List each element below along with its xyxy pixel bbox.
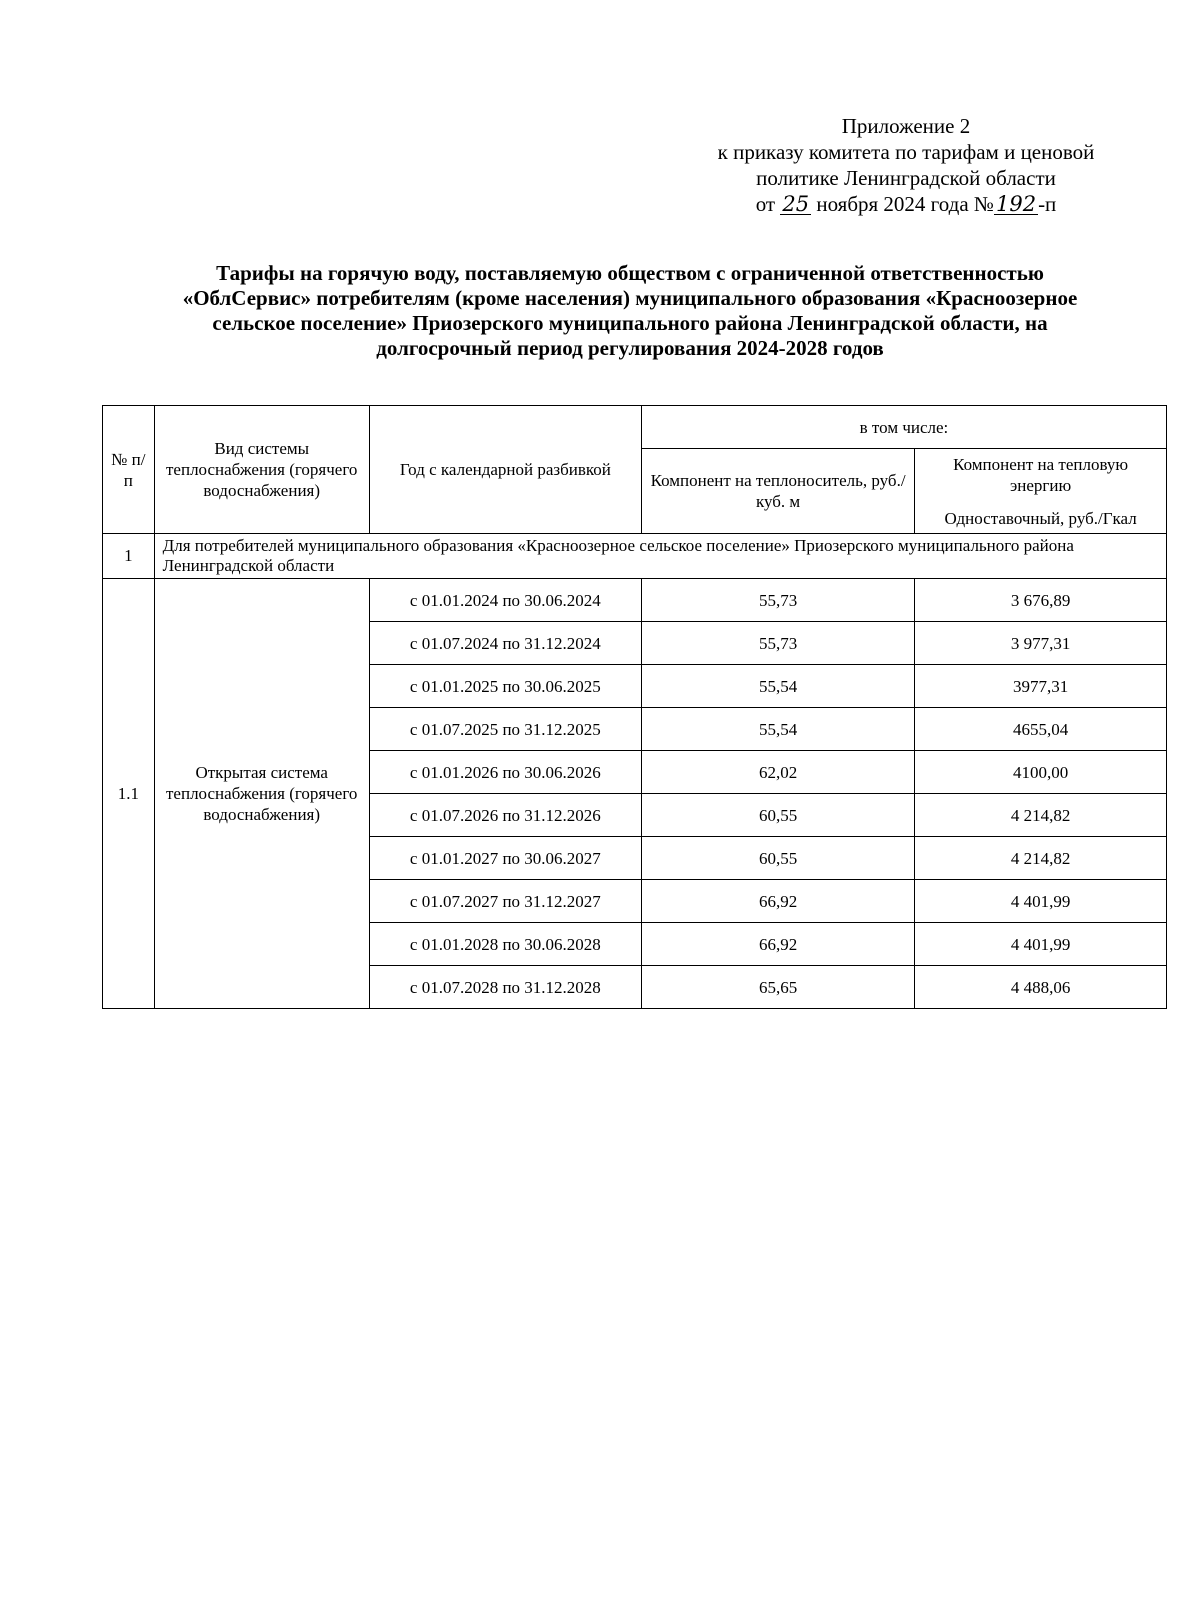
energy-tariff-cell: 4 401,99 (915, 923, 1167, 966)
period-cell: с 01.01.2026 по 30.06.2026 (369, 751, 641, 794)
period-cell: с 01.07.2025 по 31.12.2025 (369, 708, 641, 751)
handwritten-day: 25 (782, 192, 810, 216)
header-carrier: Компонент на теплоноситель, руб./куб. м (641, 449, 914, 534)
period-cell: с 01.01.2024 по 30.06.2024 (369, 579, 641, 622)
carrier-tariff-cell: 66,92 (641, 880, 914, 923)
title-line-3: сельское поселение» Приозерского муниципального района Ленинградской области, на (212, 311, 1048, 335)
header-system: Вид системы теплоснабжения (горячего водоснабжения) (154, 406, 369, 534)
energy-tariff-cell: 4655,04 (915, 708, 1167, 751)
order-date-line (690, 191, 1122, 217)
table-header-row (103, 406, 1167, 449)
carrier-tariff-cell: 60,55 (641, 837, 914, 880)
header-energy (915, 449, 1167, 534)
energy-tariff-cell: 4 488,06 (915, 966, 1167, 1009)
carrier-tariff-cell: 65,65 (641, 966, 914, 1009)
handwritten-order-number: 192 (995, 192, 1037, 216)
energy-tariff-cell: 4 214,82 (915, 794, 1167, 837)
date-prefix: от (755, 192, 776, 216)
period-cell: с 01.07.2028 по 31.12.2028 (369, 966, 641, 1009)
appendix-label: Приложение 2 (841, 114, 971, 138)
energy-tariff-cell: 3 676,89 (915, 579, 1167, 622)
group-row (103, 534, 1167, 579)
tariff-table (102, 405, 1167, 1009)
header-period: Год с календарной разбивкой (369, 406, 641, 534)
carrier-tariff-cell: 60,55 (641, 794, 914, 837)
committee-name: политике Ленинградской области (756, 166, 1056, 190)
period-cell: с 01.01.2025 по 30.06.2025 (369, 665, 641, 708)
carrier-tariff-cell: 66,92 (641, 923, 914, 966)
carrier-tariff-cell: 55,54 (641, 665, 914, 708)
energy-tariff-cell: 3 977,31 (915, 622, 1167, 665)
table-row (103, 579, 1167, 622)
energy-tariff-cell: 3977,31 (915, 665, 1167, 708)
energy-tariff-cell: 4 214,82 (915, 837, 1167, 880)
date-middle: ноября 2024 года № (816, 192, 994, 216)
title-line-1: Тарифы на горячую воду, поставляемую обществом с ограниченной ответственностью (216, 261, 1044, 285)
period-cell: с 01.07.2026 по 31.12.2026 (369, 794, 641, 837)
appendix-header (690, 113, 1122, 217)
title-line-2: «ОблСервис» потребителям (кроме населения) муниципального образования «Красноозерное (182, 286, 1078, 310)
system-type: Открытая система теплоснабжения (горячего водоснабжения) (154, 579, 369, 1009)
header-including: в том числе: (641, 406, 1166, 449)
carrier-tariff-cell: 55,73 (641, 622, 914, 665)
period-cell: с 01.07.2027 по 31.12.2027 (369, 880, 641, 923)
period-cell: с 01.01.2027 по 30.06.2027 (369, 837, 641, 880)
carrier-tariff-cell: 55,73 (641, 579, 914, 622)
document-title (100, 261, 1160, 361)
carrier-tariff-cell: 55,54 (641, 708, 914, 751)
period-cell: с 01.01.2028 по 30.06.2028 (369, 923, 641, 966)
energy-tariff-cell: 4100,00 (915, 751, 1167, 794)
group-num: 1 (103, 534, 155, 579)
period-cell: с 01.07.2024 по 31.12.2024 (369, 622, 641, 665)
order-number-suffix: -п (1038, 192, 1057, 216)
energy-tariff-cell: 4 401,99 (915, 880, 1167, 923)
header-energy-component: Компонент на тепловую энергию (953, 454, 1129, 495)
carrier-tariff-cell: 62,02 (641, 751, 914, 794)
order-reference: к приказу комитета по тарифам и ценовой (717, 140, 1095, 164)
header-num: № п/п (103, 406, 155, 534)
title-line-4: долгосрочный период регулирования 2024-2028 годов (376, 336, 884, 360)
item-num: 1.1 (103, 579, 155, 1009)
group-description: Для потребителей муниципального образования «Красноозерное сельское поселение» Приозерского муниципального района Ленинградской области (154, 534, 1166, 579)
header-energy-rate: Одноставочный, руб./Гкал (944, 508, 1137, 528)
